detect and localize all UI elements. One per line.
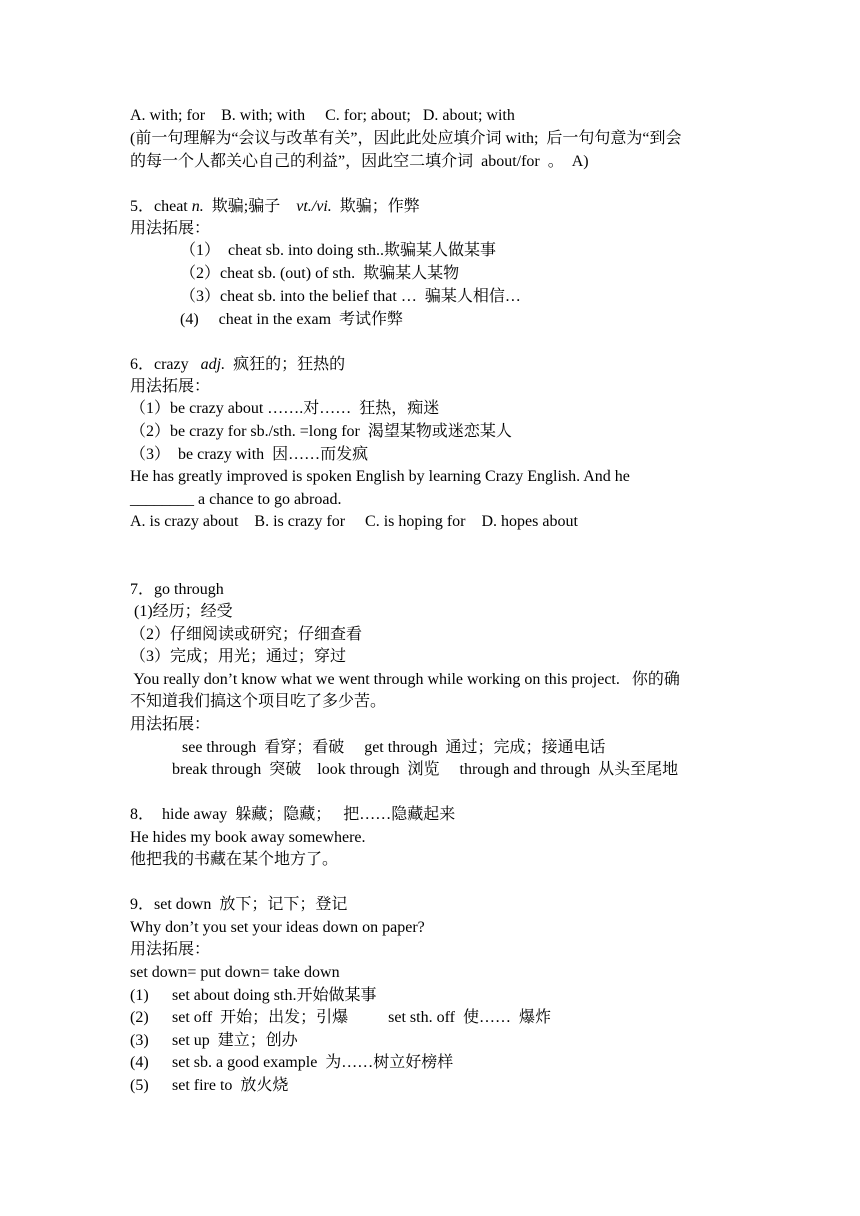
item5-pos-verb: vt./vi. xyxy=(296,198,332,215)
list-number: (5) xyxy=(130,1077,149,1094)
list-number: (2) xyxy=(130,1009,149,1026)
explanation-line-1: (前一句理解为“会议与改革有关”，因此此处应填介词 with; 后一句句意为“到会 xyxy=(130,130,682,147)
item7-usage-heading: 用法拓展： xyxy=(130,716,211,733)
list-text: set about doing sth.开始做某事 xyxy=(172,987,377,1004)
item7-example-line-1: You really don’t know what we went through while working on this project. 你的确 xyxy=(130,671,680,688)
list-number: (4) xyxy=(130,1054,149,1071)
item6-usage-3: （3） be crazy with 因……而发疯 xyxy=(130,446,369,463)
item9-usage-heading: 用法拓展： xyxy=(130,941,211,958)
item7-meaning-3: （3）完成；用光；通过；穿过 xyxy=(130,648,347,665)
item5-number: 5．cheat xyxy=(130,198,192,215)
item6-usage-1: （1）be crazy about …….对…… 狂热，痴迷 xyxy=(130,400,440,417)
item5-pos-noun: n. xyxy=(191,198,204,215)
item9-list-item-5 xyxy=(130,1075,288,1097)
item5-meaning-noun: 欺骗;骗子 xyxy=(203,198,297,215)
list-text: set up 建立；创办 xyxy=(172,1032,298,1049)
item6-heading xyxy=(130,354,345,376)
item5-heading xyxy=(130,196,420,218)
item6-pos: adj. xyxy=(200,356,226,373)
item5-usage-4: (4) cheat in the exam 考试作弊 xyxy=(180,311,404,328)
item9-heading: 9．set down 放下；记下；登记 xyxy=(130,896,348,913)
item7-meaning-1: (1)经历；经受 xyxy=(130,603,233,620)
item5-meaning-verb: 欺骗；作弊 xyxy=(331,198,420,215)
item5-usage-1: （1） cheat sb. into doing sth..欺骗某人做某事 xyxy=(180,242,496,259)
item5-usage-2: （2）cheat sb. (out) of sth. 欺骗某人某物 xyxy=(180,265,460,282)
item6-meaning: 疯狂的；狂热的 xyxy=(225,356,346,373)
item7-phrases-1: see through 看穿；看破 get through 通过；完成；接通电话 xyxy=(182,739,606,756)
list-number: (3) xyxy=(130,1032,149,1049)
item6-question-line-2: ________ a chance to go abroad. xyxy=(130,491,342,508)
item9-example: Why don’t you set your ideas down on paper? xyxy=(130,919,425,936)
item6-usage-2: （2）be crazy for sb./sth. =long for 渴望某物或迷恋某人 xyxy=(130,423,512,440)
list-text: set off 开始；出发；引爆 set sth. off 使…… 爆炸 xyxy=(172,1009,551,1026)
item6-usage-heading: 用法拓展： xyxy=(130,378,211,395)
item5-usage-heading: 用法拓展： xyxy=(130,220,211,237)
explanation-line-2: 的每一个人都关心自己的利益”，因此空二填介词 about/for 。 A) xyxy=(130,153,589,170)
item9-list-item-1 xyxy=(130,985,376,1007)
item7-phrases-2: break through 突破 look through 浏览 through and through 从头至尾地 xyxy=(172,761,679,778)
item7-example-line-2: 不知道我们搞这个项目吃了多少苦。 xyxy=(130,693,387,710)
item7-meaning-2: （2）仔细阅读或研究；仔细查看 xyxy=(130,626,363,643)
item6-number: 6．crazy xyxy=(130,356,201,373)
item8-heading: 8． hide away 躲藏；隐藏； 把……隐藏起来 xyxy=(130,806,456,823)
list-text: set sb. a good example 为……树立好榜样 xyxy=(172,1054,454,1071)
previous-question-options: A. with; for B. with; with C. for; about; D. about; with xyxy=(130,107,515,124)
list-text: set fire to 放火烧 xyxy=(172,1077,289,1094)
item9-list-item-4 xyxy=(130,1052,453,1074)
item9-list-item-2 xyxy=(130,1007,551,1029)
item7-heading: 7．go through xyxy=(130,581,224,598)
item5-usage-3: （3）cheat sb. into the belief that … 骗某人相信… xyxy=(180,288,521,305)
item9-list-item-3 xyxy=(130,1030,298,1052)
list-number: (1) xyxy=(130,987,149,1004)
item9-synonyms: set down= put down= take down xyxy=(130,964,340,981)
item8-example-cn: 他把我的书藏在某个地方了。 xyxy=(130,851,339,868)
item6-options: A. is crazy about B. is crazy for C. is hoping for D. hopes about xyxy=(130,513,578,530)
item6-question-line-1: He has greatly improved is spoken English by learning Crazy English. And he xyxy=(130,468,630,485)
item8-example-en: He hides my book away somewhere. xyxy=(130,829,366,846)
